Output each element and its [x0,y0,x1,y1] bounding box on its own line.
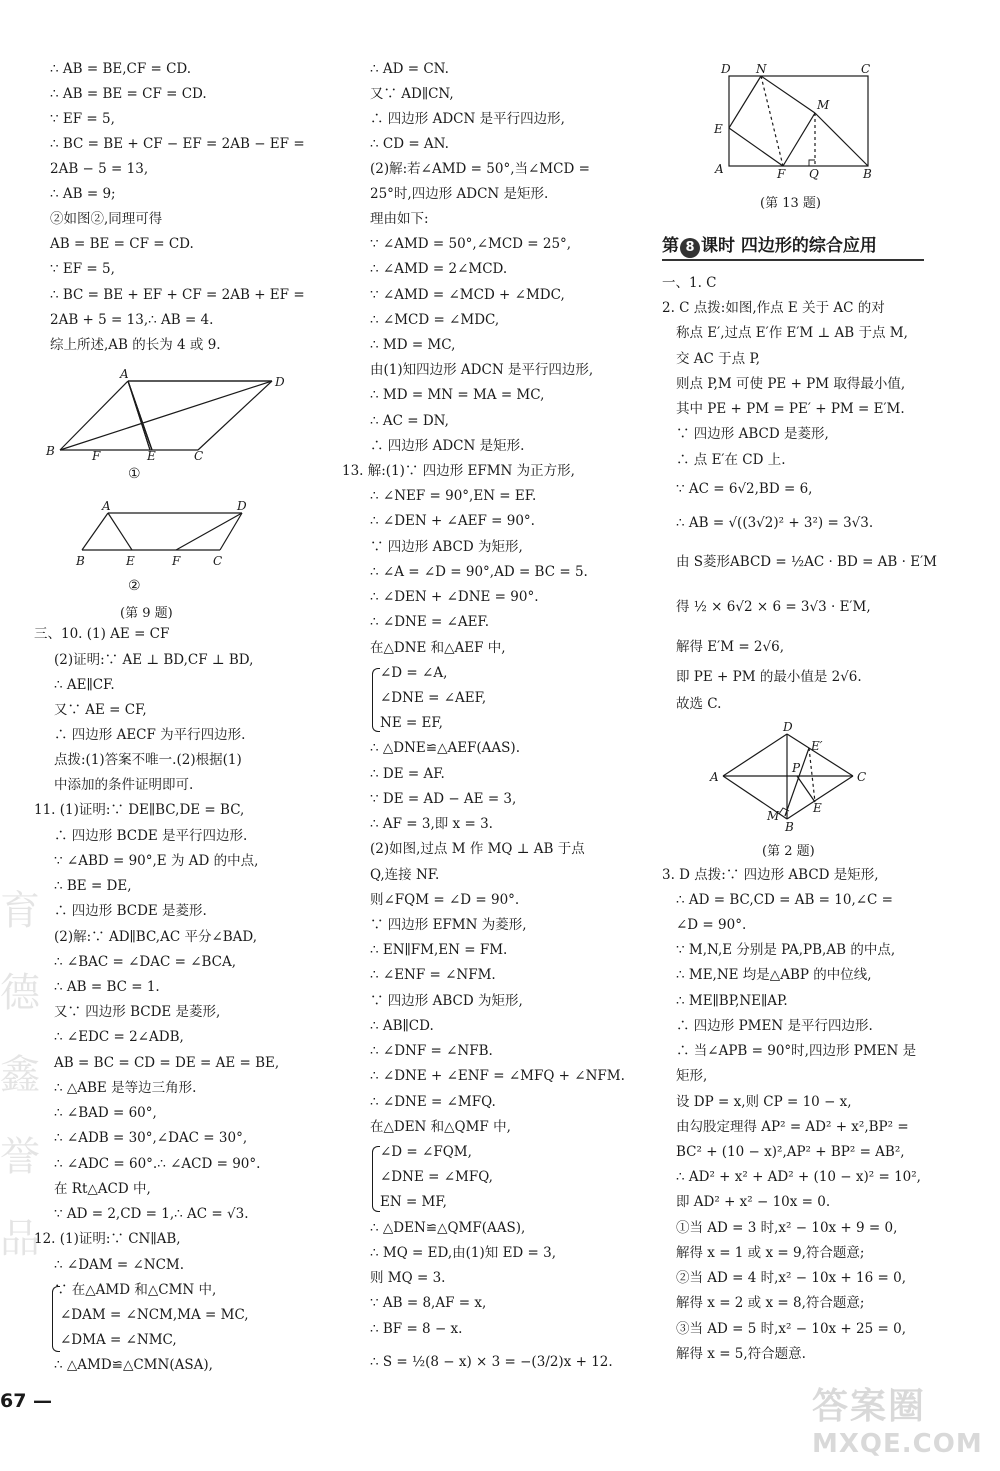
text-line: ∴ ∠MCD = ∠MDC, [370,312,500,328]
text-line: ∵ 四边形 ABCD 为矩形, [370,539,523,555]
text-line: Q,连接 NF. [370,867,440,883]
text-line: ∴ 四边形 AECF 为平行四边形. [54,727,246,743]
section-heading [662,231,924,261]
label-B: B [785,820,794,834]
text-line: 又∵ AD∥CN, [370,86,454,102]
watermark-left: 育 德 鑫 誉品 [0,888,40,1262]
figure-9-2-label: ② [128,578,141,594]
label-B: B [863,167,872,181]
system-brace [372,668,380,732]
text-line: ∵ AC = 6√2,BD = 6, [676,481,813,497]
figure-9-parallelogram-2 [70,498,260,578]
figure-9-1-label: ① [128,466,141,482]
text-line: ∵ M,N,E 分别是 PA,PB,AB 的中点, [676,942,896,958]
label-C: C [857,770,867,784]
text-line: ∵ AD = 2,CD = 1,∴ AC = √3. [54,1206,249,1222]
text-line: ∴ DE = AF. [370,766,445,782]
text-line: ∴ ∠DNE = ∠MFQ. [370,1094,496,1110]
text-line: (2)证明:∵ AE ⊥ BD,CF ⊥ BD, [54,652,254,668]
text-line: ∵ ∠AMD = 50°,∠MCD = 25°, [370,236,572,252]
label-C: C [194,449,204,463]
watermark-logo [812,1378,997,1468]
section-title: 课时 四边形的综合应用 [701,236,877,256]
label-D: D [783,722,793,734]
label-E: E [126,554,135,568]
text-line: ∴ ME∥BP,NE∥AP. [676,993,788,1009]
text-line: 中添加的条件证明即可. [54,777,194,793]
text-line: ∴ 四边形 BCDE 是菱形. [54,903,207,919]
label-D: D [721,62,731,76]
system-brace [52,1286,60,1352]
text-line: ∴ AB = BE = CF = CD. [50,86,207,102]
text-line: 则∠FQM = ∠D = 90°. [370,892,520,908]
label-A: A [120,368,129,381]
text-line: 得 ½ × 6√2 × 6 = 3√3 · E′M, [676,599,871,615]
text-line: ∴ EN∥FM,EN = FM. [370,942,508,958]
figure-9-caption: (第 9 题) [120,606,173,621]
text-line: 则点 P,M 可使 PE + PM 取得最小值, [676,376,906,392]
label-Q: Q [809,167,819,181]
text-line: ∴ MD = MC, [370,337,456,353]
text-line: AB = BE = CF = CD. [50,236,194,252]
label-D: D [237,499,247,513]
text-line: ∴ 四边形 BCDE 是平行四边形. [54,828,248,844]
text-line: ∴ △DEN≌△QMF(AAS), [370,1220,526,1236]
label-E: E [813,801,822,815]
text-line: (2)解:若∠AMD = 50°,当∠MCD = [370,161,590,177]
text-line: 其中 PE + PM = PE′ + PM = E′M. [676,401,905,417]
label-C: C [213,554,223,568]
text-line: ③当 AD = 5 时,x² − 10x + 25 = 0, [676,1321,906,1337]
text-line: ∴ ∠EDC = 2∠ADB, [54,1029,184,1045]
text-line: ∴ S = ½(8 − x) × 3 = −(3/2)x + 12. [370,1354,613,1370]
figure-2-rhombus [705,722,875,834]
text-line: 又∵ 四边形 BCDE 是菱形, [54,1004,221,1020]
text-line: ∴ BC = BE + CF − EF = 2AB − EF = [50,136,305,152]
text-line: ∴ ∠DAM = ∠NCM. [54,1257,185,1273]
text-line: 在△DEN 和△QMF 中, [370,1119,511,1135]
text-line: ∴ AB∥CD. [370,1018,434,1034]
text-line: ∴ ∠A = ∠D = 90°,AD = BC = 5. [370,564,588,580]
text-line: AB = BC = CD = DE = AE = BE, [54,1055,280,1071]
figure-13-caption: (第 13 题) [760,196,821,211]
figure-2-caption: (第 2 题) [762,844,815,859]
text-line: 解得 E′M = 2√6, [676,639,784,655]
text-line: ∴ AB = √((3√2)² + 3²) = 3√3. [676,515,874,531]
text-line: ∴ ∠DEN + ∠AEF = 90°. [370,513,535,529]
label-P: P [792,761,801,775]
watermark-url: MXQE.COM [812,1429,983,1459]
text-line: ∵ 在△AMD 和△CMN 中, [54,1282,217,1298]
text-line: ∴ AB = 9; [50,186,116,202]
text-line: ∴ 点 E′在 CD 上. [676,452,786,468]
label-B: B [76,554,85,568]
text-line: ∴ 四边形 PMEN 是平行四边形. [676,1018,873,1034]
text-line: ∴ CD = AN. [370,136,449,152]
label-E: E [147,449,156,463]
text-line: 由 S菱形ABCD = ½AC · BD = AB · E′M [676,554,937,570]
text-line: 解得 x = 2 或 x = 8,符合题意; [676,1295,865,1311]
text-line: ∴ ∠DNE + ∠ENF = ∠MFQ + ∠NFM. [370,1068,625,1084]
figure-13-rectangle [705,58,880,183]
label-N: N [756,62,767,76]
text-line: 交 AC 于点 P, [676,351,761,367]
label-A: A [715,162,724,176]
text-line: ∴ BC = BE + EF + CF = 2AB + EF = [50,287,305,303]
text-line: ②如图②,同理可得 [50,211,163,227]
system-brace [372,1146,380,1212]
text-line: ∴ BE = DE, [54,878,132,894]
label-F: F [172,554,181,568]
text-line: 设 DP = x,则 CP = 10 − x, [676,1094,852,1110]
text-line: EN = MF, [380,1194,447,1210]
text-line: ∠DAM = ∠NCM,MA = MC, [60,1307,249,1323]
text-line: ∴ △AMD≌△CMN(ASA), [54,1357,213,1373]
text-line: ②当 AD = 4 时,x² − 10x + 16 = 0, [676,1270,906,1286]
text-line: 理由如下: [370,211,429,227]
text-line: 13. 解:(1)∵ 四边形 EFMN 为正方形, [342,463,575,479]
text-line: ∵ ∠ABD = 90°,E 为 AD 的中点, [54,853,259,869]
text-line: (2)如图,过点 M 作 MQ ⊥ AB 于点 [370,841,585,857]
text-line: 点拨:(1)答案不唯一.(2)根据(1) [54,752,242,768]
label-M: M [767,809,780,823]
text-line: ∵ DE = AD − AE = 3, [370,791,517,807]
text-line: ∴ 当∠APB = 90°时,四边形 PMEN 是 [676,1043,917,1059]
page-number: 67 — [0,1390,53,1412]
text-line: 2. C 点拨:如图,作点 E 关于 AC 的对 [662,300,885,316]
text-line: ∴ ∠DNF = ∠NFB. [370,1043,493,1059]
text-line: ∠DNE = ∠MFQ, [380,1169,493,1185]
text-line: ∴ AF = 3,即 x = 3. [370,816,493,832]
text-line: 由(1)知四边形 ADCN 是平行四边形, [370,362,594,378]
text-line: ∴ △ABE 是等边三角形. [54,1080,197,1096]
text-line: ∴ ∠AMD = 2∠MCD. [370,261,508,277]
text-line: ∴ MQ = ED,由(1)知 ED = 3, [370,1245,557,1261]
label-A: A [710,770,719,784]
text-line: 称点 E′,过点 E′作 E′M ⊥ AB 于点 M, [676,325,908,341]
text-line: 3. D 点拨:∵ 四边形 ABCD 是矩形, [662,867,879,883]
text-line: 三、10. (1) AE = CF [34,626,170,642]
text-line: 25°时,四边形 ADCN 是矩形. [370,186,549,202]
label-E: E [714,122,723,136]
text-line: ∵ EF = 5, [50,111,115,127]
text-line: ∠DNE = ∠AEF, [380,690,487,706]
label-F: F [777,167,786,181]
text-line: 2AB − 5 = 13, [50,161,149,177]
text-line: ∴ AD = CN. [370,61,449,77]
text-line: ∴ AD = BC,CD = AB = 10,∠C = [676,892,893,908]
text-line: 则 MQ = 3. [370,1270,446,1286]
text-line: 由勾股定理得 AP² = AD² + x²,BP² = [676,1119,909,1135]
text-line: 在△DNE 和△AEF 中, [370,640,506,656]
text-line: ∵ AB = 8,AF = x, [370,1295,487,1311]
text-line: ∴ ME,NE 均是△ABP 的中位线, [676,967,872,983]
text-line: ∴ AB = BC = 1. [54,979,160,995]
figure-9-parallelogram-1 [40,368,290,468]
text-line: ∴ AE∥CF. [54,677,115,693]
text-line: 2AB + 5 = 13,∴ AB = 4. [50,312,214,328]
text-line: ∴ AB = BE,CF = CD. [50,61,192,77]
text-line: 12. (1)证明:∵ CN∥AB, [34,1231,181,1247]
text-line: ∴ ∠DEN + ∠DNE = 90°. [370,589,539,605]
text-line: 综上所述,AB 的长为 4 或 9. [50,337,221,353]
text-line: NE = EF, [380,715,443,731]
label-A: A [102,499,111,513]
text-line: 一、1. C [662,275,717,291]
label-C: C [861,62,871,76]
text-line: 解得 x = 5,符合题意. [676,1346,806,1362]
text-line: ∴ AD² + x² + AD² + (10 − x)² = 10², [676,1169,921,1185]
text-line: ∴ ∠ADB = 30°,∠DAC = 30°, [54,1130,248,1146]
section-prefix: 第 [662,236,679,256]
text-line: ∠DMA = ∠NMC, [60,1332,177,1348]
text-line: ∴ ∠ENF = ∠NFM. [370,967,496,983]
label-B: B [46,444,55,458]
text-line: ∴ ∠DNE = ∠AEF. [370,614,490,630]
text-line: 11. (1)证明:∵ DE∥BC,DE = BC, [34,802,245,818]
text-line: ∴ ∠ADC = 60°.∴ ∠ACD = 90°. [54,1156,261,1172]
text-line: 矩形, [676,1068,708,1084]
text-line: ∴ ∠BAD = 60°, [54,1105,157,1121]
text-line: 解得 x = 1 或 x = 9,符合题意; [676,1245,865,1261]
label-E-prime: E′ [811,739,823,753]
watermark-logo-text: 答案圈 [812,1386,927,1427]
text-line: 又∵ AE = CF, [54,702,147,718]
lesson-number-badge: 8 [680,238,700,258]
label-F: F [92,449,101,463]
text-line: ∵ 四边形 EFMN 为菱形, [370,917,527,933]
text-line: (2)解:∵ AD∥BC,AC 平分∠BAD, [54,929,258,945]
text-line: ∠D = 90°. [676,917,747,933]
label-D: D [275,375,285,389]
text-line: ∴ MD = MN = MA = MC, [370,387,545,403]
label-M: M [817,98,830,112]
text-line: ∴ AC = DN, [370,413,449,429]
text-line: 在 Rt△ACD 中, [54,1181,151,1197]
text-line: ∴ 四边形 ADCN 是平行四边形, [370,111,565,127]
text-line: ∴ ∠BAC = ∠DAC = ∠BCA, [54,954,237,970]
text-line: ∴ △DNE≌△AEF(AAS). [370,740,520,756]
text-line: ①当 AD = 3 时,x² − 10x + 9 = 0, [676,1220,898,1236]
text-line: ∵ EF = 5, [50,261,115,277]
text-line: 故选 C. [676,696,722,712]
text-line: ∴ 四边形 ADCN 是矩形. [370,438,525,454]
text-line: 即 PE + PM 的最小值是 2√6. [676,669,862,685]
text-line: ∴ BF = 8 − x. [370,1321,463,1337]
text-line: 即 AD² + x² − 10x = 0. [676,1194,831,1210]
text-line: ∵ 四边形 ABCD 为矩形, [370,993,523,1009]
text-line: ∠D = ∠FQM, [380,1144,472,1160]
text-line: ∴ ∠NEF = 90°,EN = EF. [370,488,537,504]
text-line: ∵ ∠AMD = ∠MCD + ∠MDC, [370,287,565,303]
text-line: ∵ 四边形 ABCD 是菱形, [676,426,829,442]
text-line: BC² + (10 − x)²,AP² + BP² = AB², [676,1144,905,1160]
text-line: ∠D = ∠A, [380,665,448,681]
